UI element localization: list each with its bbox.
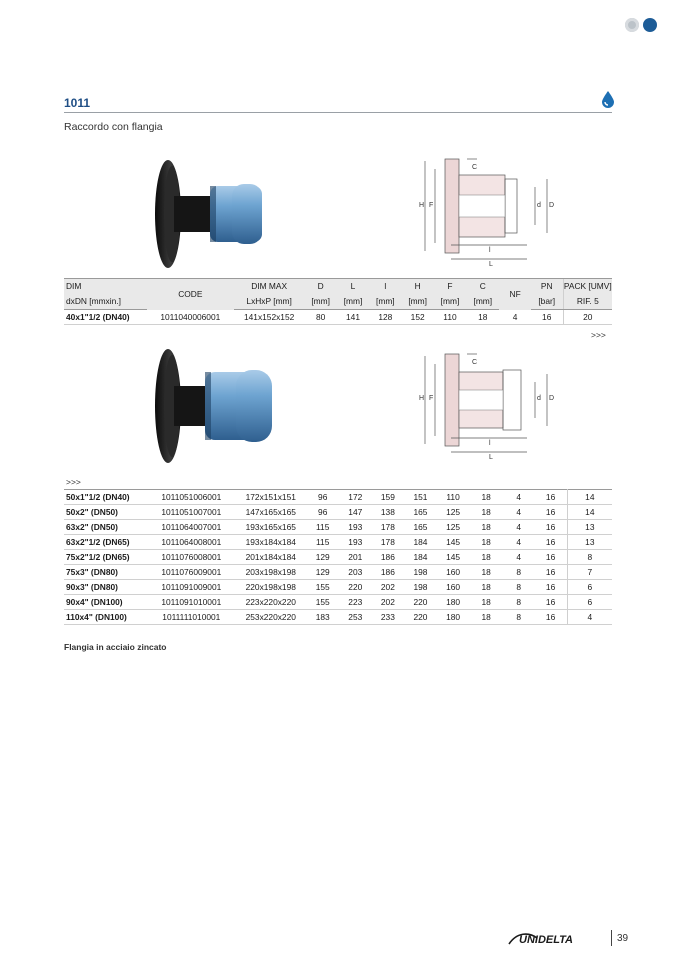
cell-l: 233 bbox=[372, 610, 405, 625]
header-PN: PN bbox=[531, 279, 563, 295]
cell-l: 186 bbox=[372, 550, 405, 565]
cell-code: 1011076009001 bbox=[148, 565, 236, 580]
header-l: l bbox=[369, 279, 401, 295]
cell-NF: 4 bbox=[499, 310, 530, 325]
cell-D: 129 bbox=[306, 565, 339, 580]
water-drop-icon bbox=[601, 90, 615, 108]
title-divider bbox=[64, 112, 612, 113]
cell-dim: 63x2" (DN50) bbox=[64, 520, 148, 535]
header-pack-rif: RIF. 5 bbox=[563, 294, 612, 310]
cell-H: 220 bbox=[404, 595, 437, 610]
cell-C: 18 bbox=[469, 520, 503, 535]
cell-l: 178 bbox=[372, 520, 405, 535]
label-L: L bbox=[489, 261, 493, 268]
cell-C: 18 bbox=[466, 310, 499, 325]
cell-pack: 7 bbox=[567, 565, 612, 580]
cell-dim-max: 147x165x165 bbox=[235, 505, 306, 520]
cell-C: 18 bbox=[469, 610, 503, 625]
table-row bbox=[64, 490, 612, 505]
cell-D: 96 bbox=[306, 490, 339, 505]
cell-NF: 4 bbox=[503, 490, 535, 505]
label-F: F bbox=[429, 202, 434, 209]
cell-H: 165 bbox=[404, 505, 437, 520]
cell-NF: 4 bbox=[503, 550, 535, 565]
cell-L: 147 bbox=[339, 505, 372, 520]
cell-L: 220 bbox=[339, 580, 372, 595]
table-row bbox=[64, 535, 612, 550]
technical-drawing-1 bbox=[415, 155, 555, 270]
cell-F: 125 bbox=[437, 520, 470, 535]
cell-code: 1011064007001 bbox=[148, 520, 236, 535]
cell-pack: 8 bbox=[567, 550, 612, 565]
header-L-unit: [mm] bbox=[337, 294, 369, 310]
cell-D: 96 bbox=[306, 505, 339, 520]
cell-dim-max: 141x152x152 bbox=[234, 310, 305, 325]
spec-table-top bbox=[64, 278, 612, 325]
cell-NF: 4 bbox=[503, 505, 535, 520]
footer-divider bbox=[611, 930, 612, 946]
header-L: L bbox=[337, 279, 369, 295]
unidelta-logo bbox=[507, 930, 607, 948]
cell-pack: 6 bbox=[567, 595, 612, 610]
cell-dim: 110x4" (DN100) bbox=[64, 610, 148, 625]
cell-PN: 16 bbox=[535, 535, 568, 550]
header-H-unit: [mm] bbox=[401, 294, 433, 310]
table-row bbox=[64, 550, 612, 565]
product-description: Raccordo con flangia bbox=[64, 121, 163, 133]
cell-dim: 75x3" (DN80) bbox=[64, 565, 148, 580]
cell-F: 125 bbox=[437, 505, 470, 520]
label-l: l bbox=[489, 440, 491, 447]
cell-F: 110 bbox=[437, 490, 470, 505]
cell-pack: 13 bbox=[567, 535, 612, 550]
cell-PN: 16 bbox=[535, 490, 568, 505]
cell-pack: 4 bbox=[567, 610, 612, 625]
label-C: C bbox=[472, 359, 478, 366]
cell-dim: 90x3" (DN80) bbox=[64, 580, 148, 595]
cell-F: 160 bbox=[437, 580, 470, 595]
cell-H: 198 bbox=[404, 580, 437, 595]
cell-l: 128 bbox=[369, 310, 401, 325]
label-d: d bbox=[537, 202, 541, 209]
page-number: 39 bbox=[617, 933, 629, 944]
header-dim-max-unit: LxHxP [mm] bbox=[234, 294, 305, 310]
cell-H: 220 bbox=[404, 610, 437, 625]
header-pack: PACK [UMV] bbox=[563, 279, 612, 295]
label-D: D bbox=[549, 395, 555, 402]
cell-D: 183 bbox=[306, 610, 339, 625]
cell-L: 201 bbox=[339, 550, 372, 565]
cell-H: 184 bbox=[404, 535, 437, 550]
cell-dim-max: 193x165x165 bbox=[235, 520, 306, 535]
cell-code: 1011076008001 bbox=[148, 550, 236, 565]
header-l-unit: [mm] bbox=[369, 294, 401, 310]
cell-D: 115 bbox=[306, 535, 339, 550]
cell-D: 129 bbox=[306, 550, 339, 565]
label-L: L bbox=[489, 454, 493, 461]
svg-text:UNIDELTA: UNIDELTA bbox=[519, 934, 573, 946]
cell-L: 172 bbox=[339, 490, 372, 505]
cell-H: 184 bbox=[404, 550, 437, 565]
cell-code: 1011091010001 bbox=[148, 595, 236, 610]
cell-NF: 4 bbox=[503, 535, 535, 550]
cell-L: 141 bbox=[337, 310, 369, 325]
cell-PN: 16 bbox=[531, 310, 563, 325]
header-F: F bbox=[434, 279, 466, 295]
header-PN-unit: [bar] bbox=[531, 294, 563, 310]
continuation-marker: >>> bbox=[591, 330, 606, 340]
header-D: D bbox=[305, 279, 337, 295]
cell-l: 159 bbox=[372, 490, 405, 505]
cell-C: 18 bbox=[469, 505, 503, 520]
cell-H: 165 bbox=[404, 520, 437, 535]
cell-pack: 20 bbox=[563, 310, 612, 325]
label-H: H bbox=[419, 202, 425, 209]
cell-l: 186 bbox=[372, 565, 405, 580]
cell-code: 1011040006001 bbox=[147, 310, 234, 325]
cell-PN: 16 bbox=[535, 610, 568, 625]
cell-F: 145 bbox=[437, 550, 470, 565]
product-photo-2 bbox=[150, 346, 275, 466]
cell-L: 253 bbox=[339, 610, 372, 625]
cell-l: 138 bbox=[372, 505, 405, 520]
cell-l: 202 bbox=[372, 595, 405, 610]
cell-PN: 16 bbox=[535, 520, 568, 535]
label-C: C bbox=[472, 164, 478, 171]
label-D: D bbox=[549, 202, 555, 209]
cell-PN: 16 bbox=[535, 580, 568, 595]
cell-dim: 75x2"1/2 (DN65) bbox=[64, 550, 148, 565]
header-code: CODE bbox=[147, 279, 234, 310]
label-d: d bbox=[537, 395, 541, 402]
cell-H: 198 bbox=[404, 565, 437, 580]
cell-dim-max: 201x184x184 bbox=[235, 550, 306, 565]
cell-C: 18 bbox=[469, 550, 503, 565]
header-dots bbox=[625, 18, 657, 32]
cell-dim-max: 172x151x151 bbox=[235, 490, 306, 505]
table-row bbox=[64, 520, 612, 535]
product-photo-1 bbox=[150, 158, 275, 270]
cell-F: 145 bbox=[437, 535, 470, 550]
cell-dim-max: 223x220x220 bbox=[235, 595, 306, 610]
cell-pack: 14 bbox=[567, 505, 612, 520]
continuation-marker: >>> bbox=[66, 477, 81, 487]
cell-C: 18 bbox=[469, 535, 503, 550]
table-row bbox=[64, 505, 612, 520]
cell-L: 203 bbox=[339, 565, 372, 580]
cell-dim: 40x1"1/2 (DN40) bbox=[64, 310, 147, 325]
header-C-unit: [mm] bbox=[466, 294, 499, 310]
label-F: F bbox=[429, 395, 434, 402]
table-row bbox=[64, 565, 612, 580]
gray-dot-icon bbox=[625, 18, 639, 32]
cell-NF: 8 bbox=[503, 580, 535, 595]
cell-pack: 13 bbox=[567, 520, 612, 535]
cell-NF: 8 bbox=[503, 595, 535, 610]
cell-dim-max: 220x198x198 bbox=[235, 580, 306, 595]
header-dim-max: DIM MAX bbox=[234, 279, 305, 295]
cell-pack: 14 bbox=[567, 490, 612, 505]
cell-dim: 90x4" (DN100) bbox=[64, 595, 148, 610]
cell-code: 1011064008001 bbox=[148, 535, 236, 550]
cell-NF: 8 bbox=[503, 610, 535, 625]
table-row bbox=[64, 595, 612, 610]
cell-dim-max: 203x198x198 bbox=[235, 565, 306, 580]
cell-D: 155 bbox=[306, 595, 339, 610]
cell-L: 223 bbox=[339, 595, 372, 610]
header-F-unit: [mm] bbox=[434, 294, 466, 310]
cell-dim: 63x2"1/2 (DN65) bbox=[64, 535, 148, 550]
cell-dim: 50x2" (DN50) bbox=[64, 505, 148, 520]
header-H: H bbox=[401, 279, 433, 295]
cell-PN: 16 bbox=[535, 565, 568, 580]
cell-PN: 16 bbox=[535, 550, 568, 565]
table-row bbox=[64, 310, 612, 325]
label-l: l bbox=[489, 247, 491, 254]
cell-H: 152 bbox=[401, 310, 433, 325]
table-row bbox=[64, 580, 612, 595]
cell-C: 18 bbox=[469, 490, 503, 505]
cell-l: 202 bbox=[372, 580, 405, 595]
header-C: C bbox=[466, 279, 499, 295]
cell-D: 115 bbox=[306, 520, 339, 535]
cell-F: 180 bbox=[437, 610, 470, 625]
cell-D: 155 bbox=[306, 580, 339, 595]
header-dim-unit: dxDN [mmxin.] bbox=[64, 294, 147, 310]
cell-dim: 50x1"1/2 (DN40) bbox=[64, 490, 148, 505]
material-note: Flangia in acciaio zincato bbox=[64, 642, 167, 652]
cell-PN: 16 bbox=[535, 595, 568, 610]
technical-drawing-2 bbox=[415, 350, 555, 462]
table-row bbox=[64, 610, 612, 625]
cell-L: 193 bbox=[339, 535, 372, 550]
header-dim: DIM bbox=[64, 279, 147, 295]
spec-table-bottom bbox=[64, 489, 612, 625]
cell-l: 178 bbox=[372, 535, 405, 550]
cell-D: 80 bbox=[305, 310, 337, 325]
cell-code: 1011051006001 bbox=[148, 490, 236, 505]
label-H: H bbox=[419, 395, 425, 402]
cell-dim-max: 253x220x220 bbox=[235, 610, 306, 625]
cell-C: 18 bbox=[469, 595, 503, 610]
cell-F: 110 bbox=[434, 310, 466, 325]
cell-C: 18 bbox=[469, 565, 503, 580]
cell-pack: 6 bbox=[567, 580, 612, 595]
cell-PN: 16 bbox=[535, 505, 568, 520]
cell-C: 18 bbox=[469, 580, 503, 595]
cell-code: 1011111010001 bbox=[148, 610, 236, 625]
blue-dot-icon bbox=[643, 18, 657, 32]
cell-code: 1011051007001 bbox=[148, 505, 236, 520]
cell-F: 180 bbox=[437, 595, 470, 610]
cell-F: 160 bbox=[437, 565, 470, 580]
header-NF: NF bbox=[499, 279, 530, 310]
cell-dim-max: 193x184x184 bbox=[235, 535, 306, 550]
cell-L: 193 bbox=[339, 520, 372, 535]
cell-code: 1011091009001 bbox=[148, 580, 236, 595]
product-code: 1011 bbox=[64, 96, 91, 110]
cell-NF: 4 bbox=[503, 520, 535, 535]
header-D-unit: [mm] bbox=[305, 294, 337, 310]
cell-NF: 8 bbox=[503, 565, 535, 580]
cell-H: 151 bbox=[404, 490, 437, 505]
